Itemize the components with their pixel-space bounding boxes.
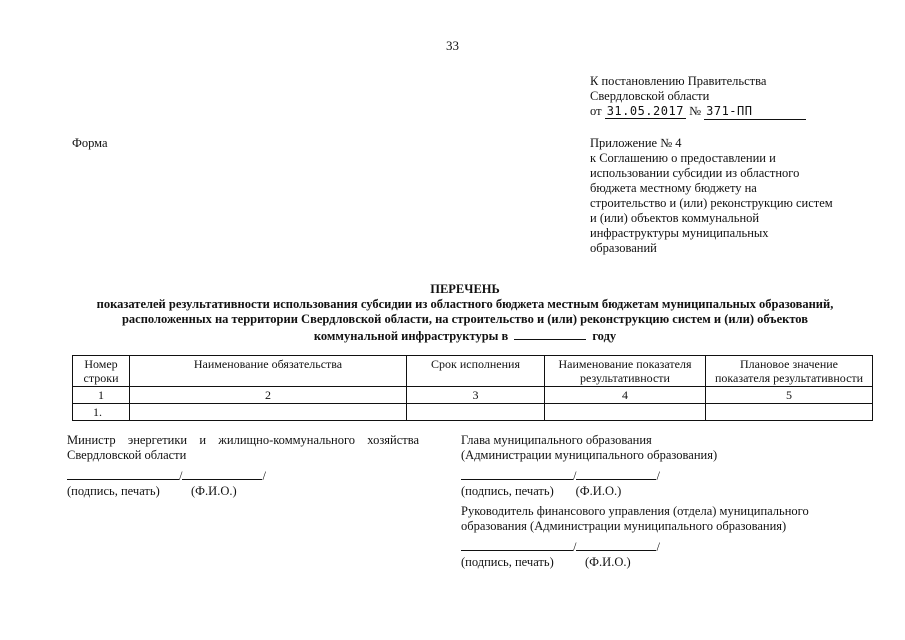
signature-slash: / bbox=[262, 469, 266, 483]
appendix-reference bbox=[590, 136, 848, 256]
appendix-line: образований bbox=[590, 241, 657, 255]
caption-signature: (подпись, печать) bbox=[461, 555, 554, 569]
minister-signature-field[interactable] bbox=[67, 467, 179, 480]
resolution-prefix: от bbox=[590, 104, 602, 118]
caption-signature: (подпись, печать) bbox=[461, 484, 554, 498]
table-row bbox=[73, 404, 873, 421]
finance-title-line-1: Руководитель финансового управления (отдела) муниципального bbox=[461, 504, 809, 518]
caption-signature: (подпись, печать) bbox=[67, 484, 160, 498]
header-row-number: Номер строки bbox=[73, 356, 130, 387]
signature-slash: / bbox=[179, 469, 183, 483]
title-heading: ПЕРЕЧЕНЬ bbox=[430, 282, 500, 296]
finance-captions bbox=[461, 555, 861, 570]
column-number: 5 bbox=[706, 387, 873, 404]
indicator-name-cell[interactable] bbox=[545, 404, 706, 421]
caption-name: (Ф.И.О.) bbox=[575, 484, 622, 498]
row-number-cell[interactable]: 1. bbox=[73, 404, 130, 421]
head-name-field[interactable] bbox=[576, 467, 656, 480]
year-blank[interactable] bbox=[514, 327, 586, 340]
column-number: 2 bbox=[130, 387, 407, 404]
header-deadline: Срок исполнения bbox=[407, 356, 545, 387]
signature-slash: / bbox=[656, 540, 660, 554]
caption-name: (Ф.И.О.) bbox=[585, 555, 631, 569]
minister-name-field[interactable] bbox=[182, 467, 262, 480]
minister-title-line-2: Свердловской области bbox=[67, 448, 187, 462]
signature-slash: / bbox=[573, 469, 577, 483]
minister-title-line-1: Министр энергетики и жилищно-коммунального хозяйства bbox=[67, 433, 419, 447]
appendix-line: инфраструктуры муниципальных bbox=[590, 226, 769, 240]
head-title-line-1: Глава муниципального образования bbox=[461, 433, 652, 447]
resolution-date: 31.05.2017 bbox=[606, 104, 684, 118]
title-line-1: показателей результативности использования субсидии из областного бюджета местным бюджетам муниципальных образований, bbox=[96, 297, 834, 311]
appendix-line: и (или) объектов коммунальной bbox=[590, 211, 760, 225]
appendix-line: использовании субсидии из областного bbox=[590, 166, 800, 180]
head-signature-line bbox=[461, 467, 861, 484]
title-line-3-end: году bbox=[592, 329, 617, 343]
finance-title-line-2: образования (Администрации муниципального образования) bbox=[461, 519, 787, 533]
document-title bbox=[60, 282, 870, 344]
head-captions bbox=[461, 484, 861, 499]
header-planned-value: Плановое значение показателя результативности bbox=[706, 356, 873, 387]
appendix-title: Приложение № 4 bbox=[590, 136, 682, 150]
resolution-line-2: Свердловской области bbox=[590, 89, 710, 103]
head-signature-block bbox=[461, 433, 861, 499]
resolution-reference bbox=[590, 74, 840, 120]
planned-value-cell[interactable] bbox=[706, 404, 873, 421]
head-signature-field[interactable] bbox=[461, 467, 573, 480]
obligation-cell[interactable] bbox=[130, 404, 407, 421]
title-line-3 bbox=[60, 327, 870, 344]
appendix-line: строительство и (или) реконструкцию систем bbox=[590, 196, 833, 210]
finance-signature-block bbox=[461, 504, 861, 570]
column-number: 3 bbox=[407, 387, 545, 404]
header-obligation: Наименование обязательства bbox=[130, 356, 407, 387]
caption-name: (Ф.И.О.) bbox=[191, 484, 237, 498]
indicator-table bbox=[72, 355, 873, 421]
appendix-line: к Соглашению о предоставлении и bbox=[590, 151, 776, 165]
column-number: 1 bbox=[73, 387, 130, 404]
minister-captions bbox=[67, 484, 419, 499]
table-header-row bbox=[73, 356, 873, 387]
resolution-number-sign: № bbox=[689, 104, 701, 118]
signature-slash: / bbox=[656, 469, 660, 483]
resolution-line-1: К постановлению Правительства bbox=[590, 74, 767, 88]
form-label: Форма bbox=[72, 136, 108, 150]
deadline-cell[interactable] bbox=[407, 404, 545, 421]
finance-signature-line bbox=[461, 538, 861, 555]
title-line-3-start: коммунальной инфраструктуры в bbox=[313, 329, 509, 343]
page-number: 33 bbox=[446, 38, 459, 53]
head-title-line-2: (Администрации муниципального образования) bbox=[461, 448, 718, 462]
minister-signature-block bbox=[67, 433, 419, 499]
appendix-line: бюджета местному бюджету на bbox=[590, 181, 757, 195]
header-indicator-name: Наименование показателя результативности bbox=[545, 356, 706, 387]
resolution-number: 371-ПП bbox=[704, 104, 806, 120]
finance-signature-field[interactable] bbox=[461, 538, 573, 551]
resolution-date-line bbox=[590, 104, 840, 120]
column-number: 4 bbox=[545, 387, 706, 404]
finance-name-field[interactable] bbox=[576, 538, 656, 551]
title-line-2: расположенных на территории Свердловской области, на строительство и (или) реконструкцию систем и (или) объектов bbox=[121, 312, 809, 326]
minister-signature-line bbox=[67, 467, 419, 484]
table-column-numbers-row bbox=[73, 387, 873, 404]
signature-slash: / bbox=[573, 540, 577, 554]
